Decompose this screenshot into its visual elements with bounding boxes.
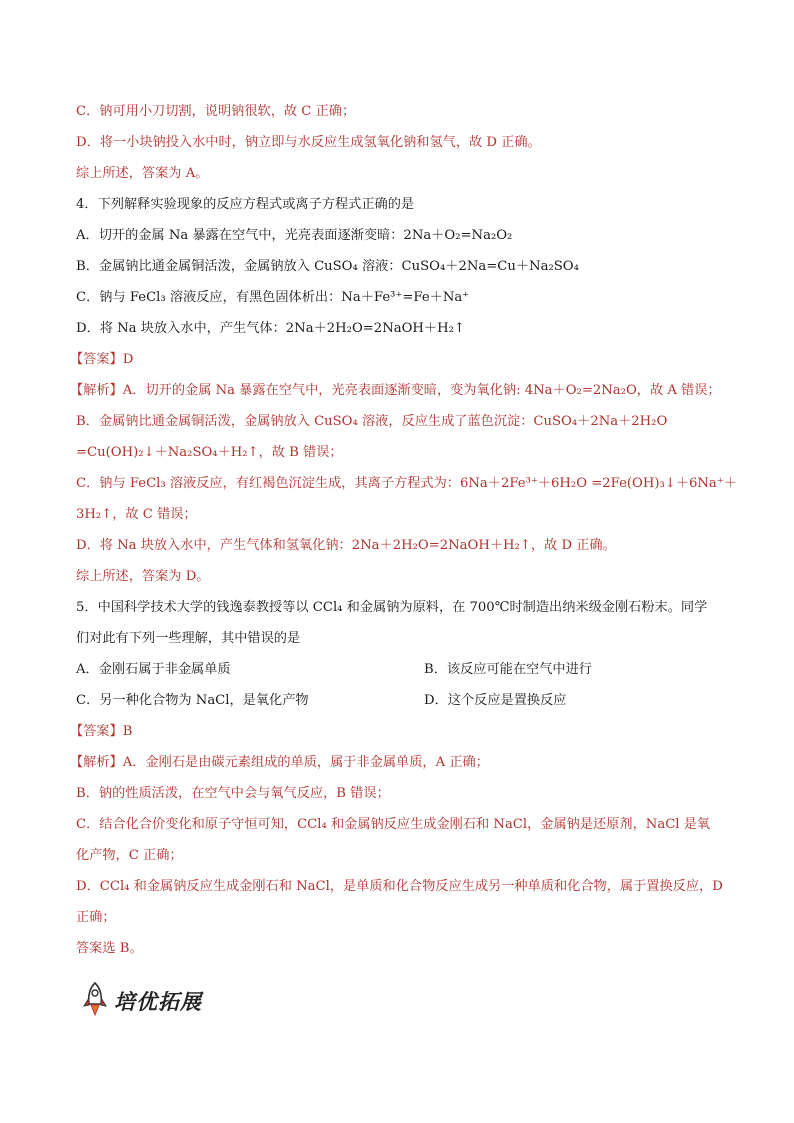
explanation-text: A．切开的金属 Na 暴露在空气中，光亮表面逐渐变暗，变为氧化钠: 4Na＋O₂=2Na₂O，故 A 错误； — [122, 383, 721, 398]
question-5-explanation-d-cont: 正确； — [76, 910, 116, 925]
question-5-stem: 5．中国科学技术大学的钱逸泰教授等以 CCl₄ 和金属钠为原料，在 700℃时制造出纳米级金刚石粉末。同学 — [76, 600, 708, 615]
question-4-option-c: C．钠与 FeCl₃ 溶液反应，有黑色固体析出：Na＋Fe³⁺=Fe＋Na⁺ — [76, 290, 470, 305]
question-4-option-a: A．切开的金属 Na 暴露在空气中，光亮表面逐渐变暗：2Na＋O₂=Na₂O₂ — [76, 228, 513, 243]
prev-expl-c: C．钠可用小刀切割，说明钠很软，故 C 正确； — [76, 104, 356, 119]
answer-value: D — [122, 352, 134, 367]
question-4-explanation-b-cont: =Cu(OH)₂↓＋Na₂SO₄＋H₂↑，故 B 错误； — [76, 445, 343, 460]
question-4-answer — [70, 351, 133, 369]
explanation-text: A．金刚石是由碳元素组成的单质，属于非金属单质，A 正确； — [122, 755, 489, 770]
question-5-options-row-2 — [76, 692, 567, 710]
answer-tag: 【答案】 — [70, 352, 123, 367]
question-4-explanation-c: C．钠与 FeCl₃ 溶液反应，有红褐色沉淀生成，其离子方程式为：6Na＋2Fe³⁺＋6H₂O =2Fe(OH)₃↓＋6Na⁺＋ — [76, 476, 737, 491]
answer-tag: 【答案】 — [70, 724, 123, 739]
question-4-explanation-d: D．将 Na 块放入水中，产生气体和氢氧化钠：2Na＋2H₂O=2NaOH＋H₂↑，故 D 正确。 — [76, 538, 616, 553]
question-5-explanation-b: B．钠的性质活泼，在空气中会与氧气反应，B 错误； — [76, 786, 390, 801]
question-5-explanation-c: C．结合化合价变化和原子守恒可知，CCl₄ 和金属钠反应生成金刚石和 NaCl，金属钠是还原剂，NaCl 是氧 — [76, 817, 711, 832]
question-4-explanation-a — [70, 382, 721, 400]
question-5-summary: 答案选 B。 — [76, 941, 143, 956]
question-4-option-d: D．将 Na 块放入水中，产生气体：2Na＋2H₂O=2NaOH＋H₂↑ — [76, 321, 465, 336]
answer-value: B — [122, 724, 133, 739]
question-4-summary: 综上所述，答案为 D。 — [76, 569, 210, 584]
explanation-tag: 【解析】 — [70, 383, 123, 398]
question-4-option-b: B．金属钠比通金属铜活泼，金属钠放入 CuSO₄ 溶液：CuSO₄＋2Na=Cu＋Na₂SO₄ — [76, 259, 579, 274]
question-5-option-d: D．这个反应是置换反应 — [424, 693, 567, 708]
explanation-tag: 【解析】 — [70, 755, 123, 770]
question-5-explanation-c-cont: 化产物，C 正确； — [76, 848, 183, 863]
question-4-explanation-c-cont: 3H₂↑，故 C 错误； — [76, 507, 197, 522]
section-logo — [82, 982, 202, 1020]
question-5-explanation-d: D．CCl₄ 和金属钠反应生成金刚石和 NaCl，是单质和化合物反应生成另一种单质和化合物，属于置换反应，D — [76, 879, 723, 894]
logo-text: 培优拓展 — [114, 990, 202, 1014]
question-5-option-a: A．金刚石属于非金属单质 — [76, 662, 231, 677]
question-4-stem: 4．下列解释实验现象的反应方程式或离子方程式正确的是 — [76, 197, 415, 212]
question-5-answer — [70, 723, 132, 741]
question-4-explanation-b: B．金属钠比通金属铜活泼，金属钠放入 CuSO₄ 溶液，反应生成了蓝色沉淀：CuSO₄＋2Na＋2H₂O — [76, 414, 668, 429]
question-5-option-c: C．另一种化合物为 NaCl，是氧化产物 — [76, 693, 309, 708]
question-5-option-b: B．该反应可能在空气中进行 — [424, 662, 592, 677]
question-5-stem-cont: 们对此有下列一些理解，其中错误的是 — [76, 631, 301, 646]
rocket-icon — [82, 982, 108, 1020]
prev-expl-d: D．将一小块钠投入水中时，钠立即与水反应生成氢氧化钠和氢气，故 D 正确。 — [76, 135, 541, 150]
prev-summary: 综上所述，答案为 A。 — [76, 166, 209, 181]
question-5-explanation-a — [70, 754, 489, 772]
question-5-options-row-1 — [76, 661, 592, 679]
